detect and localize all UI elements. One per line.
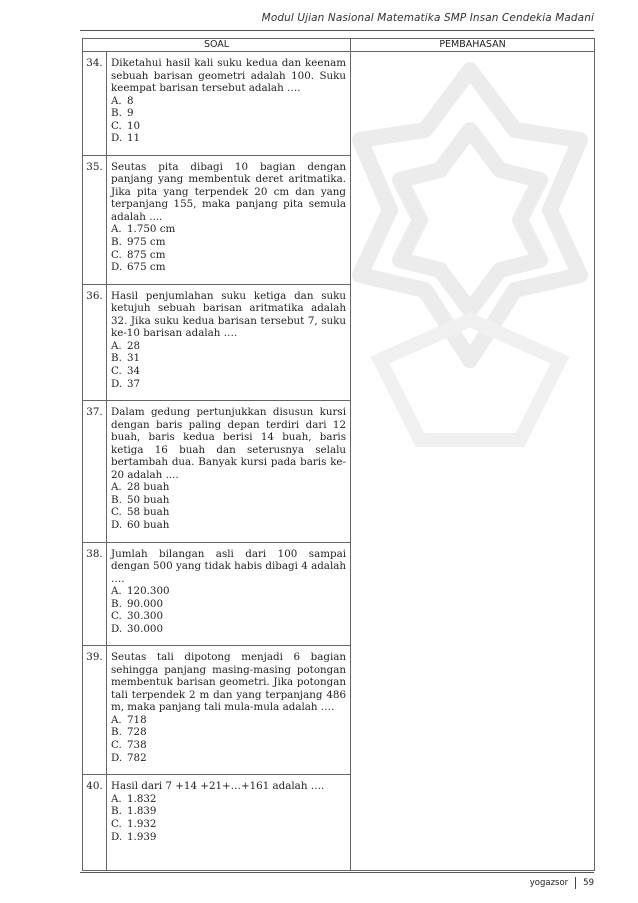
question-text: Diketahui hasil kali suku kedua dan keenam sebuah barisan geometri adalah 100. Suku keempat barisan tersebut adalah …. xyxy=(111,57,347,94)
option-value: 1.750 cm xyxy=(127,223,176,236)
answer-option xyxy=(111,236,346,249)
option-letter: D. xyxy=(111,622,123,635)
answer-option xyxy=(111,752,346,765)
question-number: 34. xyxy=(83,52,107,156)
option-letter: D. xyxy=(111,518,123,531)
option-letter: B. xyxy=(111,805,122,818)
page-footer xyxy=(530,877,594,889)
question-text: Dalam gedung pertunjukkan disusun kursi dengan baris paling depan terdiri dari 12 buah, baris kedua berisi 14 buah, baris ketiga 16 buah dan seterusnya selalu bertambah dua. Banyak kursi pada baris ke-20 adalah .... xyxy=(111,406,347,481)
question-text: Jumlah bilangan asli dari 100 sampai dengan 500 yang tidak habis dibagi 4 adalah …. xyxy=(111,547,347,585)
option-letter: A. xyxy=(111,94,122,107)
option-value: 37 xyxy=(127,377,141,390)
math-expression: 7 +14 +21+…+161 xyxy=(165,780,270,793)
answer-option xyxy=(111,95,346,108)
answer-option xyxy=(111,519,346,532)
question-cell xyxy=(107,401,351,542)
col-header-pembahasan: PEMBAHASAN xyxy=(351,39,595,52)
option-letter: C. xyxy=(111,739,122,752)
question-text: Seutas pita dibagi 10 bagian dengan panjang yang membentuk deret aritmatika. Jika pita yang terpendek 20 cm dan yang terpanjang 155, maka panjang pita semula adalah .... xyxy=(111,160,347,223)
option-letter: A. xyxy=(111,713,122,726)
footer-separator xyxy=(575,877,576,889)
question-text xyxy=(111,780,346,793)
answer-option xyxy=(111,610,346,623)
answer-option xyxy=(111,818,346,831)
option-value: 34 xyxy=(127,364,141,377)
answer-option xyxy=(111,739,346,752)
question-text: Hasil penjumlahan suku ketiga dan suku ketujuh sebuah barisan aritmatika adalah 32. Jika suku kedua barisan tersebut 7, suku ke-10 barisan adalah …. xyxy=(111,289,347,340)
answer-option xyxy=(111,365,346,378)
option-letter: B. xyxy=(111,597,122,610)
answer-options xyxy=(111,481,346,531)
option-value: 120.300 xyxy=(127,585,170,597)
question-cell xyxy=(107,775,351,871)
answer-option xyxy=(111,805,346,818)
option-value: 738 xyxy=(127,739,147,752)
answer-options xyxy=(111,585,346,635)
option-value: 50 buah xyxy=(127,493,170,506)
option-letter: B. xyxy=(111,107,122,120)
footer-author: yogazsor xyxy=(529,878,569,888)
option-value: 58 buah xyxy=(127,506,170,519)
question-row xyxy=(83,52,595,156)
answer-option xyxy=(111,623,346,636)
option-value: 875 cm xyxy=(127,248,166,261)
option-value: 28 buah xyxy=(127,481,170,494)
option-letter: C. xyxy=(111,364,122,377)
question-table xyxy=(82,38,595,871)
answer-option xyxy=(111,378,346,391)
question-number: 37. xyxy=(83,401,107,542)
question-prefix: Hasil dari xyxy=(111,780,166,793)
option-letter: D. xyxy=(111,751,123,764)
option-value: 1.839 xyxy=(127,805,157,818)
answer-option xyxy=(111,714,346,727)
option-letter: D. xyxy=(111,830,123,843)
option-value: 30.300 xyxy=(127,610,164,623)
option-letter: C. xyxy=(111,817,122,830)
option-value: 975 cm xyxy=(127,235,166,248)
option-value: 11 xyxy=(127,132,141,145)
question-cell xyxy=(107,284,351,400)
question-number: 40. xyxy=(83,775,107,871)
option-value: 90.000 xyxy=(127,597,164,610)
answer-options xyxy=(111,714,346,764)
answer-options xyxy=(111,95,346,145)
answer-option xyxy=(111,494,346,507)
option-value: 8 xyxy=(127,94,134,107)
option-value: 675 cm xyxy=(127,261,166,274)
option-letter: A. xyxy=(111,481,122,494)
option-letter: B. xyxy=(111,352,122,365)
option-letter: C. xyxy=(111,119,122,132)
footer-divider xyxy=(80,872,594,873)
option-letter: C. xyxy=(111,506,122,519)
option-value: 1.939 xyxy=(127,830,157,843)
question-text: Seutas tali dipotong menjadi 6 bagian sehingga panjang masing-masing potongan membentuk barisan geometri. Jika potongan tali terpendek 2 m dan yang terpanjang 486 m, maka panjang tali mula-mula adalah …. xyxy=(111,651,347,714)
answer-options xyxy=(111,223,346,273)
answer-option xyxy=(111,831,346,844)
option-letter: B. xyxy=(111,493,122,506)
header-divider xyxy=(80,30,594,31)
question-cell xyxy=(107,155,351,284)
question-cell xyxy=(107,52,351,156)
answer-option xyxy=(111,340,346,353)
question-number: 35. xyxy=(83,155,107,284)
option-value: 728 xyxy=(127,726,147,739)
option-letter: B. xyxy=(111,726,122,739)
option-letter: D. xyxy=(111,261,123,274)
answer-option xyxy=(111,585,346,598)
option-value: 10 xyxy=(127,119,141,132)
option-value: 28 xyxy=(127,339,141,352)
question-cell xyxy=(107,542,351,646)
question-cell xyxy=(107,646,351,775)
question-number: 36. xyxy=(83,284,107,400)
answer-option xyxy=(111,107,346,120)
option-value: 782 xyxy=(127,751,147,764)
option-letter: C. xyxy=(111,248,122,261)
pembahasan-cell xyxy=(351,52,595,871)
option-value: 30.000 xyxy=(127,622,164,635)
option-letter: D. xyxy=(111,132,123,145)
answer-option xyxy=(111,132,346,145)
option-letter: A. xyxy=(111,223,122,236)
col-header-soal: SOAL xyxy=(83,39,351,52)
option-value: 31 xyxy=(127,352,141,365)
page-number: 59 xyxy=(583,878,594,888)
answer-options xyxy=(111,793,346,843)
answer-option xyxy=(111,793,346,806)
option-letter: A. xyxy=(111,792,122,805)
answer-option xyxy=(111,506,346,519)
option-value: 9 xyxy=(127,107,134,120)
question-suffix: adalah …. xyxy=(269,780,325,793)
answer-option xyxy=(111,598,346,611)
answer-options xyxy=(111,340,346,390)
option-letter: C. xyxy=(111,610,122,623)
answer-option xyxy=(111,223,346,236)
option-letter: A. xyxy=(111,585,122,597)
question-number: 38. xyxy=(83,542,107,646)
answer-option xyxy=(111,726,346,739)
option-letter: D. xyxy=(111,377,123,390)
answer-option xyxy=(111,352,346,365)
answer-option xyxy=(111,120,346,133)
option-value: 1.832 xyxy=(127,792,157,805)
question-number: 39. xyxy=(83,646,107,775)
option-value: 1.932 xyxy=(127,817,157,830)
answer-option xyxy=(111,249,346,262)
module-title: Modul Ujian Nasional Matematika SMP Insan Cendekia Madani xyxy=(261,12,594,24)
option-letter: B. xyxy=(111,235,122,248)
answer-option xyxy=(111,261,346,274)
option-value: 60 buah xyxy=(127,518,170,531)
option-value: 718 xyxy=(127,713,147,726)
answer-option xyxy=(111,481,346,494)
option-letter: A. xyxy=(111,339,122,352)
